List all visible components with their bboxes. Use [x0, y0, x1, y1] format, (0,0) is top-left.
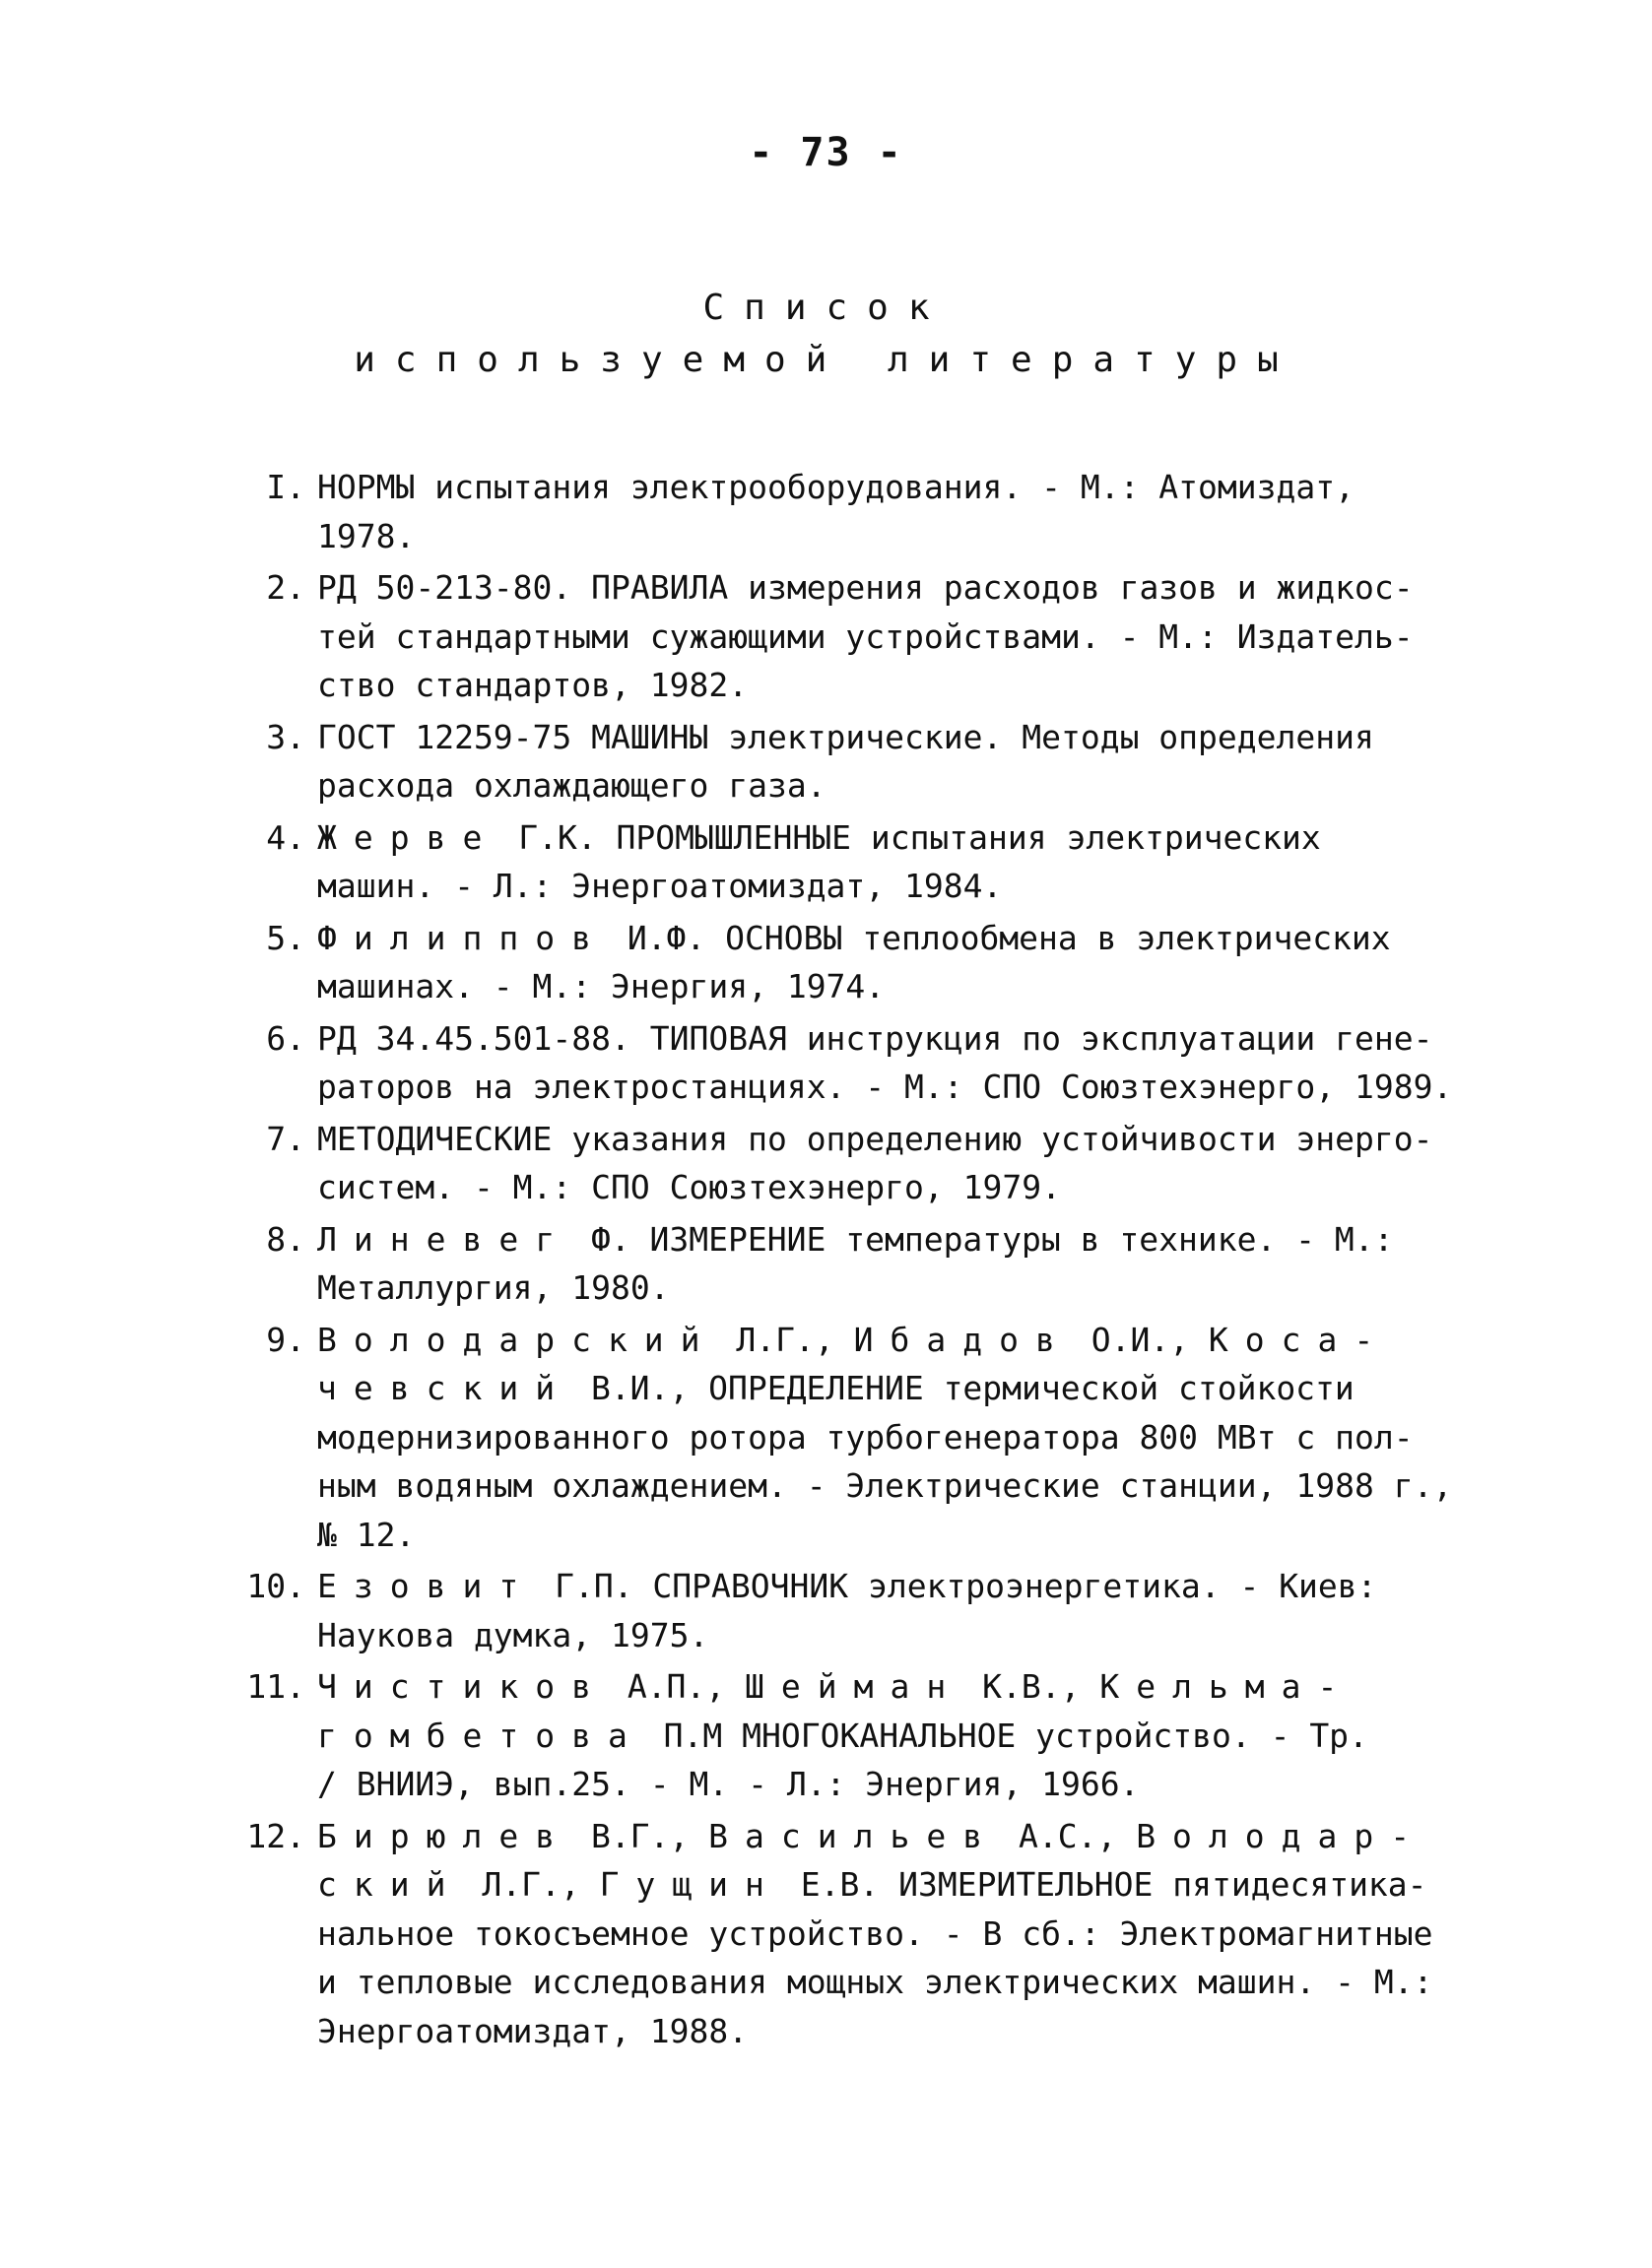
reference-text: [317, 1316, 1529, 1560]
reference-item: [229, 1562, 1529, 1659]
reference-fragment: Г.К. ПРОМЫШЛЕННЫЕ испытания электрических: [498, 817, 1321, 857]
author-name: Гущин: [599, 1865, 781, 1904]
reference-number: 6.: [266, 1018, 305, 1058]
author-name: Володарский: [317, 1320, 717, 1359]
reference-line: машин. - Л.: Энергоатомиздат, 1984.: [317, 867, 1003, 905]
reference-line: [317, 1812, 1529, 1861]
reference-line: НОРМЫ испытания электрооборудования. - М.: Атомиздат,: [317, 468, 1355, 506]
reference-line: [317, 1712, 1529, 1761]
bibliography-subtitle: используемой литературы: [354, 340, 1298, 380]
reference-line: РД 50-213-80. ПРАВИЛА измерения расходов газов и жидкос-: [317, 568, 1414, 607]
author-name: Васильев: [708, 1816, 1000, 1855]
reference-number: 7.: [266, 1119, 305, 1158]
reference-line: машинах. - М.: Энергия, 1974.: [317, 967, 886, 1005]
reference-text: [317, 713, 1529, 810]
reference-item: [229, 914, 1529, 1011]
page-number: - 73 -: [749, 130, 903, 175]
reference-line: № 12.: [317, 1515, 416, 1554]
reference-line: [317, 1364, 1529, 1413]
author-name: Шейман: [745, 1667, 963, 1706]
reference-number: 11.: [246, 1667, 305, 1706]
reference-line: нальное токосъемное устройство. - В сб.: Электромагнитные: [317, 1913, 1433, 1953]
reference-line: [317, 1215, 1529, 1264]
reference-fragment: П.М МНОГОКАНАЛЬНОЕ устройство. - Тр.: [643, 1716, 1368, 1755]
reference-text: [317, 914, 1529, 1011]
reference-line: 1978.: [317, 516, 416, 555]
reference-fragment: В.И., ОПРЕДЕЛЕНИЕ термической стойкости: [571, 1369, 1355, 1407]
author-name: Филиппов: [317, 918, 608, 957]
reference-text: [317, 1215, 1529, 1313]
reference-number: 8.: [266, 1219, 305, 1259]
reference-line: Металлургия, 1980.: [317, 1268, 670, 1307]
author-name: Жерве: [317, 817, 499, 857]
author-name: Володар-: [1136, 1816, 1427, 1855]
reference-line: [317, 1562, 1529, 1611]
reference-line: [317, 1860, 1529, 1910]
bibliography-title: Список: [702, 288, 950, 328]
reference-line: РД 34.45.501-88. ТИПОВАЯ инструкция по эксплуатации гене-: [317, 1018, 1433, 1058]
reference-fragment: И.Ф. ОСНОВЫ теплообмена в электрических: [607, 918, 1391, 957]
reference-number: 4.: [266, 817, 305, 857]
reference-fragment: А.П.,: [607, 1667, 746, 1706]
reference-number: I.: [266, 468, 305, 506]
reference-item: [229, 813, 1529, 911]
reference-item: [229, 1215, 1529, 1313]
author-name: ский: [317, 1865, 463, 1904]
reference-line: [317, 1662, 1529, 1712]
reference-fragment: Е.В. ИЗМЕРИТЕЛЬНОЕ пятидесятика-: [780, 1865, 1427, 1904]
reference-line: Наукова думка, 1975.: [317, 1615, 709, 1654]
reference-item: [229, 1115, 1529, 1212]
reference-item: [229, 1014, 1529, 1112]
reference-line: тей стандартными сужающими устройствами. - М.: Издатель-: [317, 616, 1414, 656]
reference-item: [229, 713, 1529, 810]
reference-text: [317, 1662, 1529, 1809]
reference-number: 3.: [266, 717, 305, 756]
reference-text: [317, 563, 1529, 710]
reference-text: [317, 1014, 1529, 1112]
reference-number: 5.: [266, 918, 305, 957]
reference-line: / ВНИИЭ, вып.25. - М. - Л.: Энергия, 1966.: [317, 1765, 1140, 1803]
reference-text: [317, 1115, 1529, 1212]
reference-number: 2.: [266, 568, 305, 607]
reference-line: [317, 914, 1529, 963]
reference-line: систем. - М.: СПО Союзтехэнерго, 1979.: [317, 1168, 1061, 1206]
reference-fragment: Л.Г.,: [462, 1865, 600, 1904]
reference-fragment: О.И.,: [1071, 1320, 1209, 1359]
reference-line: расхода охлаждающего газа.: [317, 766, 826, 805]
author-name: Чистиков: [317, 1667, 608, 1706]
reference-number: 9.: [266, 1320, 305, 1359]
author-name: гомбетова: [317, 1716, 644, 1755]
reference-line: Энергоатомиздат, 1988.: [317, 2011, 749, 2050]
author-name: Езовит: [317, 1567, 536, 1605]
reference-item: [229, 563, 1529, 710]
reference-line: ным водяным охлаждением. - Электрические станции, 1988 г.,: [317, 1466, 1453, 1505]
reference-line: и тепловые исследования мощных электрических машин. - М.:: [317, 1963, 1433, 2001]
reference-text: [317, 1562, 1529, 1659]
reference-line: ство стандартов, 1982.: [317, 666, 749, 704]
reference-list: [229, 463, 1529, 2058]
reference-fragment: К.В.,: [962, 1667, 1100, 1706]
author-name: Ибадов: [853, 1320, 1072, 1359]
reference-item: [229, 1316, 1529, 1560]
reference-number: 10.: [246, 1567, 305, 1605]
author-name: Коса-: [1208, 1320, 1391, 1359]
reference-text: [317, 813, 1529, 911]
reference-line: модернизированного ротора турбогенератора 800 МВт с пол-: [317, 1417, 1414, 1457]
reference-item: [229, 463, 1529, 560]
reference-text: [317, 463, 1529, 560]
reference-line: раторов на электростанциях. - М.: СПО Союзтехэнерго, 1989.: [317, 1068, 1453, 1106]
reference-line: [317, 1316, 1529, 1365]
reference-text: [317, 1812, 1529, 2056]
reference-fragment: В.Г.,: [571, 1816, 709, 1855]
author-name: Линевег: [317, 1219, 572, 1259]
reference-line: [317, 813, 1529, 863]
author-name: Кельма-: [1099, 1667, 1355, 1706]
reference-fragment: Г.П. СПРАВОЧНИК электроэнергетика. - Киев:: [535, 1567, 1377, 1605]
reference-line: МЕТОДИЧЕСКИЕ указания по определению устойчивости энерго-: [317, 1119, 1433, 1158]
reference-fragment: Л.Г.,: [716, 1320, 854, 1359]
author-name: Бирюлев: [317, 1816, 572, 1855]
reference-line: ГОСТ 12259-75 МАШИНЫ электрические. Методы определения: [317, 717, 1374, 756]
reference-fragment: Ф. ИЗМЕРЕНИЕ температуры в технике. - М.:: [571, 1219, 1394, 1259]
author-name: чевский: [317, 1369, 572, 1407]
reference-number: 12.: [246, 1816, 305, 1855]
reference-fragment: А.С.,: [999, 1816, 1137, 1855]
reference-item: [229, 1662, 1529, 1809]
reference-item: [229, 1812, 1529, 2056]
